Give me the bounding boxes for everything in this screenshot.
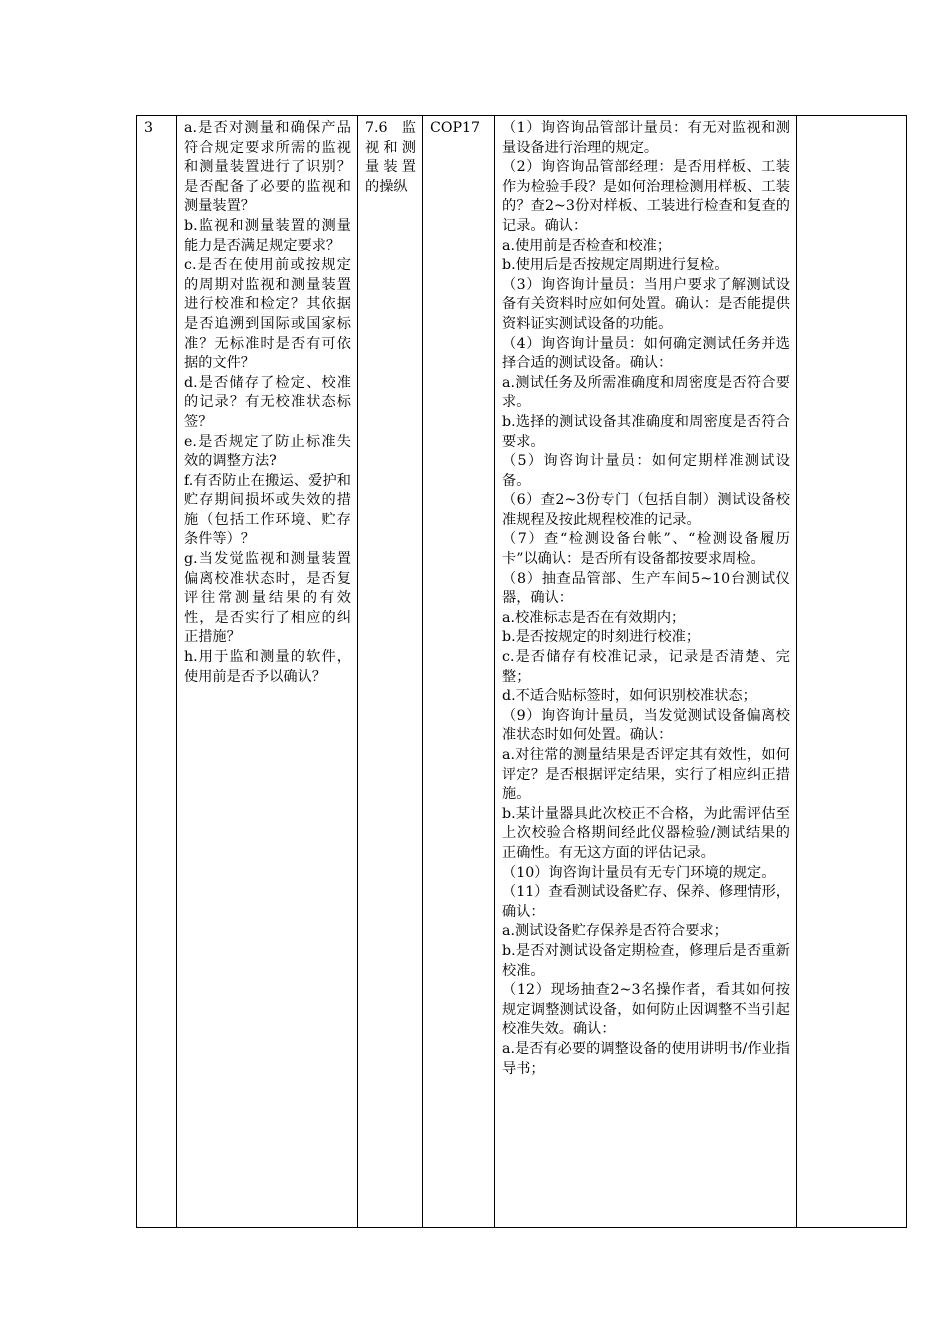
method-item: b.使用后是否按规定周期进行复检。: [502, 257, 729, 274]
clause-cell: [358, 116, 423, 1228]
requirement-item: g.当发觉监视和测量装置偏离校准状态时，是否复评往常测量结果的有效性，是否实行了相应的纠正措施？: [184, 551, 351, 646]
method-item: b.是否对测试设备定期检查，修理后是否重新校准。: [502, 942, 790, 979]
method-item: b.选择的测试设备其准确度和周密度是否符合要求。: [502, 413, 790, 450]
requirement-item: a.是否对测量和确保产品符合规定要求所需的监视和测量装置进行了识别？是否配备了必要的监视和测量装置？: [184, 120, 351, 215]
method-item: （4）询咨询计量员：如何确定测试任务并选择合适的测试设备。确认：: [502, 335, 790, 372]
method-item: a.测试设备贮存保养是否符合要求；: [502, 923, 728, 940]
procedure-code: COP17: [430, 120, 481, 136]
audit-methods-cell: [495, 116, 797, 1228]
method-item: （1）询咨询品管部计量员：有无对监视和测量设备进行治理的规定。: [502, 120, 790, 156]
method-item: （9）询咨询计量员，当发觉测试设备偏离校准状态时如何处置。确认：: [502, 707, 790, 744]
audit-checklist-table: [136, 115, 907, 1228]
method-item: b.某计量器具此次校正不合格，为此需评估至上次校验合格期间经此仪器检验/测试结果的正确性。有无这方面的评估记录。: [502, 805, 790, 861]
method-item: （10）询咨询计量员有无专门环境的规定。: [502, 864, 776, 881]
remarks-cell: [797, 116, 907, 1228]
requirement-item: e.是否规定了防止标准失效的调整方法?: [184, 433, 351, 470]
method-item: （12）现场抽查2~3名操作者，看其如何按规定调整测试设备，如何防止因调整不当引起校准失效。确认：: [502, 982, 790, 1038]
method-item: （6）查2~3份专门（包括自制）测试设备校准规程及按此规程校准的记录。: [502, 492, 790, 528]
requirement-item: h.用于监和测量的软件，使用前是否予以确认？: [184, 649, 351, 685]
table-row: [137, 116, 907, 1228]
method-item: a.使用前是否检查和校准；: [502, 237, 672, 254]
method-item: （8）抽查品管部、生产车间5~10台测试仪器，确认：: [502, 570, 790, 607]
item-number: 3: [144, 120, 154, 136]
requirements-cell: [177, 116, 358, 1228]
method-item: a.测试任务及所需准确度和周密度是否符合要求。: [502, 374, 790, 411]
method-item: c.是否储存有校准记录，记录是否清楚、完整；: [502, 649, 790, 685]
method-item: a.校准标志是否在有效期内；: [502, 609, 686, 626]
clause-text: 7.6 监视和测量装置的操纵: [365, 120, 416, 195]
procedure-cell: [423, 116, 495, 1228]
method-item: a.是否有必要的调整设备的使用讲明书/作业指导书；: [502, 1040, 790, 1077]
method-item: b.是否按规定的时刻进行校准；: [502, 629, 701, 646]
requirement-item: b.监视和测量装置的测量能力是否满足规定要求？: [184, 217, 351, 254]
requirement-item: d.是否储存了检定、校准的记录？有无校准状态标签？: [184, 374, 351, 430]
requirement-item: f.有否防止在搬运、爱护和贮存期间损坏或失效的措施（包括工作环境、贮存条件等）？: [184, 472, 351, 548]
method-item: （5）询咨询计量员：如何定期样准测试设备。: [502, 453, 790, 489]
method-item: （2）询咨询品管部经理：是否用样板、工装作为检验手段？是如何治理检测用样板、工装的？查2~3份对样板、工装进行检查和复查的记录。确认：: [502, 159, 790, 234]
method-item: d.不适合贴标签时，如何识别校准状态；: [502, 688, 757, 705]
method-item: （3）询咨询计量员：当用户要求了解测试设备有关资料时应如何处置。确认：是否能提供资料证实测试设备的功能。: [502, 276, 790, 332]
method-item: （11）查看测试设备贮存、保养、修理情形，确认：: [502, 884, 790, 920]
method-item: （7）查“检测设备台帐”、“检测设备履历卡”以确认：是否所有设备都按要求周检。: [502, 531, 790, 568]
method-item: a.对往常的测量结果是否评定其有效性，如何评定？是否根据评定结果，实行了相应纠正措施。: [502, 747, 790, 803]
item-number-cell: [137, 116, 177, 1228]
requirement-item: c.是否在使用前或按规定的周期对监视和测量装置进行校准和检定？其依据是否追溯到国际或国家标准？无标准时是否有可依据的文件？: [184, 257, 351, 372]
